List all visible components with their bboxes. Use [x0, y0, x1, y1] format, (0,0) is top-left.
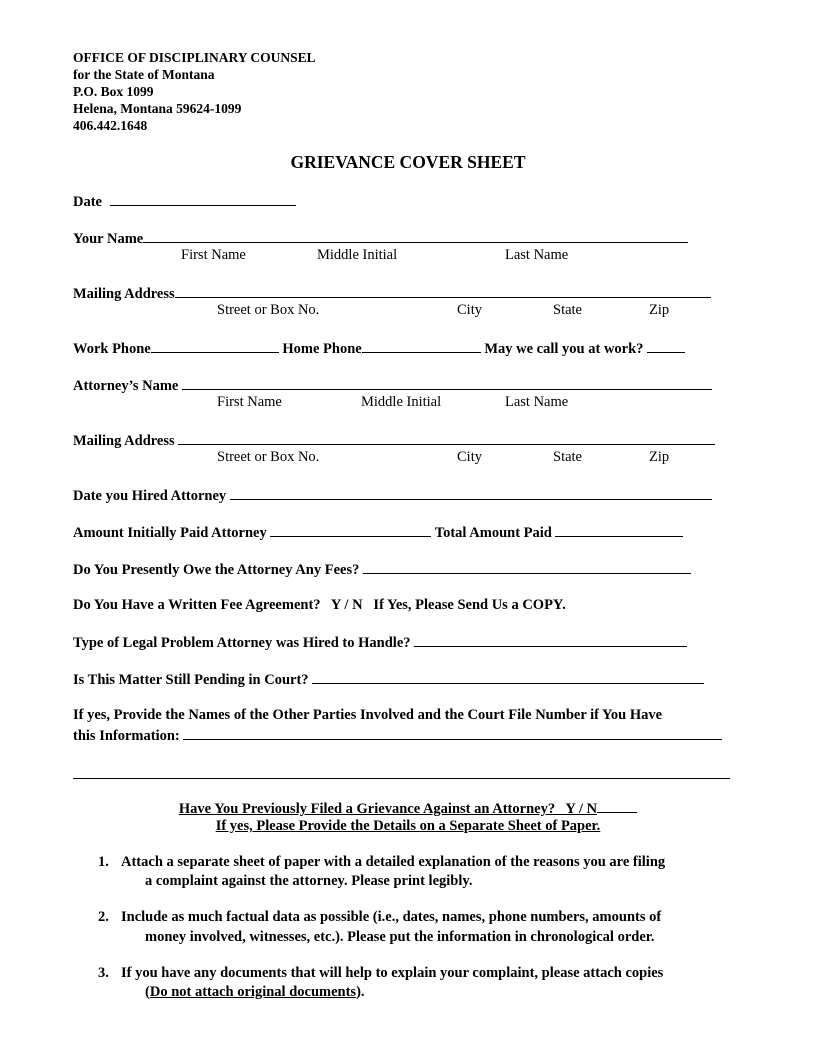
mailing-address-label: Mailing Address: [73, 286, 175, 302]
middle-initial-caption: Middle Initial: [317, 247, 398, 263]
pending-label: Is This Matter Still Pending in Court?: [73, 672, 309, 688]
other-parties-label: this Information:: [73, 728, 180, 744]
other-parties-field[interactable]: [183, 725, 722, 740]
date-hired-row: [73, 485, 712, 505]
owe-fees-field[interactable]: [363, 559, 691, 574]
pending-row: [73, 669, 704, 689]
office-name: OFFICE OF DISCIPLINARY COUNSEL: [73, 50, 316, 65]
attorney-city-caption: City: [457, 449, 482, 465]
office-city: Helena, Montana 59624-1099: [73, 101, 242, 116]
call-at-work-field[interactable]: [647, 338, 685, 353]
office-state: for the State of Montana: [73, 67, 215, 82]
office-phone: 406.442.1648: [73, 118, 148, 133]
owe-fees-label: Do You Presently Owe the Attorney Any Fees?: [73, 562, 360, 578]
work-phone-field[interactable]: [151, 338, 279, 353]
previous-grievance-note: If yes, Please Provide the Details on a Separate Sheet of Paper.: [215, 818, 601, 834]
section-divider: [73, 778, 730, 779]
attorney-last-name-caption: Last Name: [505, 394, 569, 410]
previous-grievance-field[interactable]: [597, 799, 637, 813]
instruction-3-line1: If you have any documents that will help to explain your complaint, please attach copies: [121, 965, 664, 981]
attorney-address-row: [73, 430, 715, 450]
instruction-1-number: 1.: [98, 854, 109, 870]
legal-problem-field[interactable]: [414, 632, 687, 647]
instruction-1-line2: a complaint against the attorney. Please print legibly.: [145, 873, 473, 889]
home-phone-field[interactable]: [362, 338, 481, 353]
date-row: [73, 191, 296, 211]
date-hired-label: Date you Hired Attorney: [73, 488, 227, 504]
attorney-middle-initial-caption: Middle Initial: [361, 394, 442, 410]
instruction-3-line2: [145, 983, 365, 1001]
instruction-2-line1: Include as much factual data as possible (i.e., dates, names, phone numbers, amounts of: [121, 909, 662, 925]
attorney-address-label: Mailing Address: [73, 433, 175, 449]
amount-initial-label: Amount Initially Paid Attorney: [73, 525, 267, 541]
mailing-address-field[interactable]: [175, 283, 711, 298]
pending-field[interactable]: [312, 669, 704, 684]
legal-problem-label: Type of Legal Problem Attorney was Hired to Handle?: [73, 635, 411, 651]
last-name-caption: Last Name: [505, 247, 569, 263]
amount-paid-row: [73, 522, 683, 542]
other-parties-text: If yes, Provide the Names of the Other Parties Involved and the Court File Number if You Have: [73, 707, 663, 723]
paren-open: (: [145, 984, 150, 1000]
legal-problem-row: [73, 632, 687, 652]
other-parties-row: [73, 725, 722, 745]
instruction-2-number: 2.: [98, 909, 109, 925]
instruction-2-line2: money involved, witnesses, etc.). Please put the information in chronological order.: [145, 929, 655, 945]
amount-initial-field[interactable]: [270, 522, 431, 537]
attorney-name-row: [73, 375, 712, 395]
original-documents-warning: Do not attach original documents: [149, 984, 357, 1000]
paren-close: ).: [356, 984, 365, 1000]
your-name-label: Your Name: [73, 231, 144, 247]
date-hired-field[interactable]: [230, 485, 712, 500]
your-name-field[interactable]: [143, 228, 688, 243]
page-title: GRIEVANCE COVER SHEET: [290, 152, 526, 172]
zip-caption: Zip: [649, 302, 670, 318]
previous-grievance-text: Have You Previously Filed a Grievance Against an Attorney? Y / N: [178, 801, 598, 817]
call-at-work-label: May we call you at work?: [484, 341, 644, 357]
total-paid-field[interactable]: [555, 522, 683, 537]
date-label: Date: [73, 194, 102, 210]
attorney-address-field[interactable]: [178, 430, 715, 445]
date-field[interactable]: [110, 191, 296, 206]
city-caption: City: [457, 302, 482, 318]
instruction-1-line1: Attach a separate sheet of paper with a detailed explanation of the reasons you are filing: [121, 854, 666, 870]
street-caption: Street or Box No.: [217, 302, 320, 318]
attorney-street-caption: Street or Box No.: [217, 449, 320, 465]
state-caption: State: [553, 302, 582, 318]
office-po-box: P.O. Box 1099: [73, 84, 154, 99]
instruction-3-number: 3.: [98, 965, 109, 981]
attorney-state-caption: State: [553, 449, 582, 465]
mailing-address-row: [73, 283, 711, 303]
previous-grievance-question: [0, 799, 816, 818]
attorney-zip-caption: Zip: [649, 449, 670, 465]
office-address-block: [73, 49, 316, 134]
your-name-row: [73, 228, 688, 248]
attorney-first-name-caption: First Name: [217, 394, 282, 410]
work-phone-label: Work Phone: [73, 341, 151, 357]
phone-row: [73, 338, 685, 358]
written-fee-agreement-text: Do You Have a Written Fee Agreement? Y / N If Yes, Please Send Us a COPY.: [73, 597, 566, 613]
first-name-caption: First Name: [181, 247, 246, 263]
owe-fees-row: [73, 559, 691, 579]
attorney-name-label: Attorney’s Name: [73, 378, 179, 394]
attorney-name-field[interactable]: [182, 375, 712, 390]
total-paid-label: Total Amount Paid: [434, 525, 552, 541]
home-phone-label: Home Phone: [282, 341, 362, 357]
